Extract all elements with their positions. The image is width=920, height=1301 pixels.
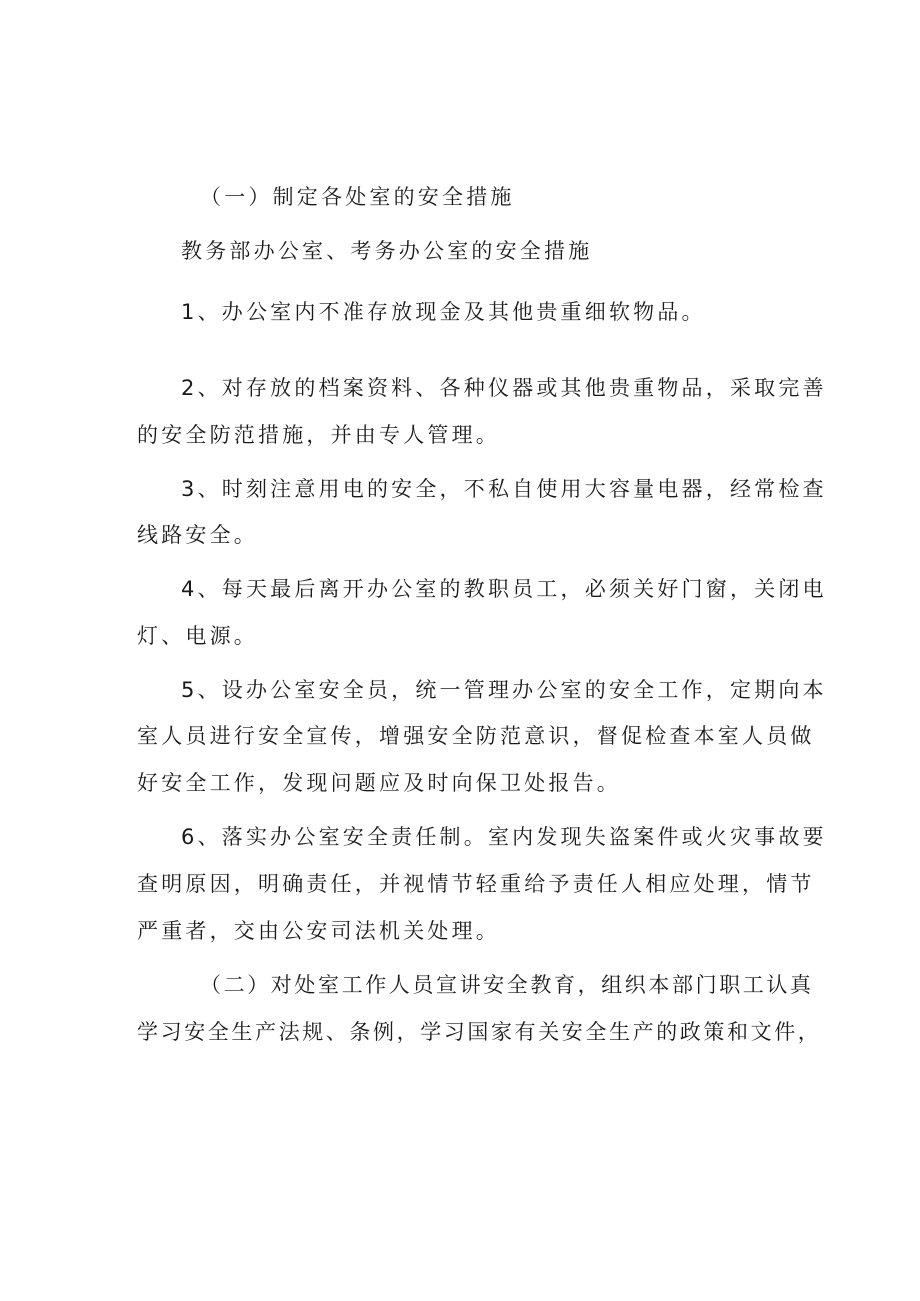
item2-text-line2: 的安全防范措施，并由专人管理。 bbox=[137, 423, 500, 447]
item4-text-line1: 4、每天最后离开办公室的教职员工，必须关好门窗，关闭电 bbox=[181, 577, 827, 601]
item5-text-line3: 好安全工作，发现问题应及时向保卫处报告。 bbox=[137, 771, 621, 795]
item3-text-line2: 线路安全。 bbox=[137, 523, 258, 547]
section1-heading: （一）制定各处室的安全措施 bbox=[200, 185, 515, 209]
section2-text-line1: （二）对处室工作人员宣讲安全教育，组织本部门职工认真 bbox=[200, 973, 814, 997]
item1-text: 1、办公室内不准存放现金及其他贵重细软物品。 bbox=[181, 300, 706, 324]
subheading: 教务部办公室、考务办公室的安全措施 bbox=[181, 239, 593, 263]
item6-text-line2: 查明原因，明确责任，并视情节轻重给予责任人相应处理，情节 bbox=[137, 872, 815, 896]
item3-text-line1: 3、时刻注意用电的安全，不私自使用大容量电器，经常检查 bbox=[181, 477, 827, 501]
item5-text-line2: 室人员进行安全宣传，增强安全防范意识，督促检查本室人员做 bbox=[137, 724, 815, 748]
item6-text-line3: 严重者，交由公安司法机关处理。 bbox=[137, 919, 500, 943]
item6-text-line1: 6、落实办公室安全责任制。室内发现失盗案件或火灾事故要 bbox=[181, 825, 827, 849]
item4-text-line2: 灯、电源。 bbox=[137, 624, 258, 648]
section2-text-line2: 学习安全生产法规、条例，学习国家有关安全生产的政策和文件， bbox=[137, 1020, 822, 1044]
item2-text-line1: 2、对存放的档案资料、各种仪器或其他贵重物品，采取完善 bbox=[181, 376, 827, 400]
item5-text-line1: 5、设办公室安全员，统一管理办公室的安全工作，定期向本 bbox=[181, 678, 827, 702]
